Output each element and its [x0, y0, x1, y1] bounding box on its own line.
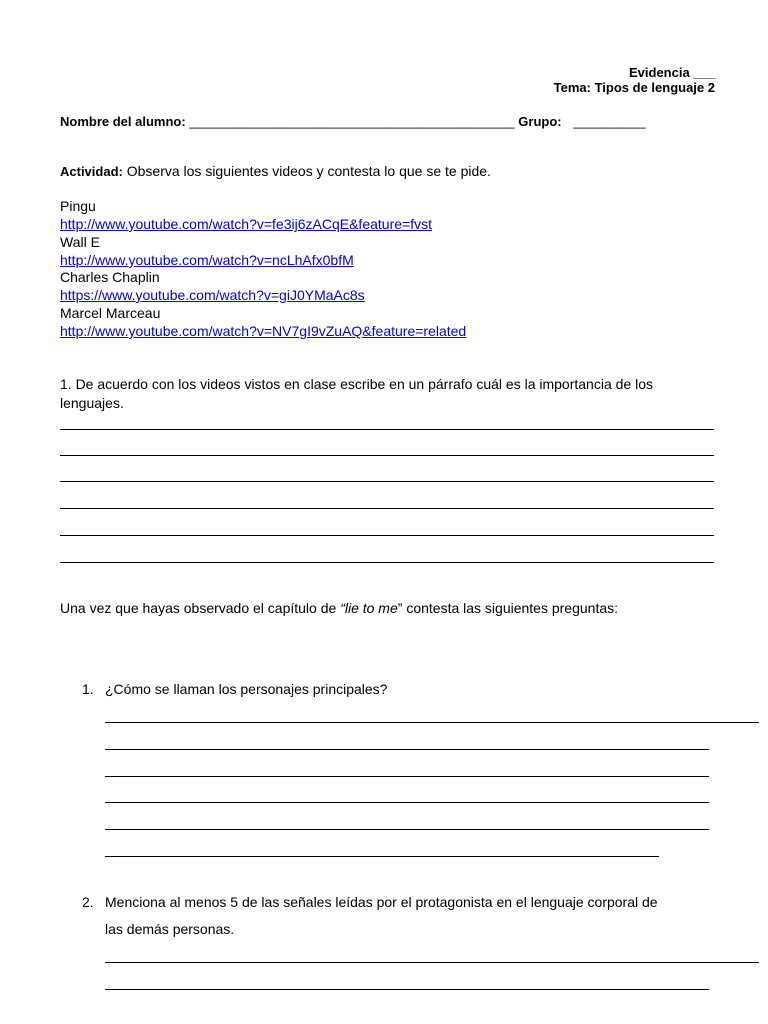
- video-link-chaplin[interactable]: https://www.youtube.com/watch?v=giJ0YMaAc8s: [60, 287, 365, 303]
- answer-line[interactable]: [60, 429, 714, 430]
- answer-line[interactable]: [105, 829, 709, 830]
- intro-before: Una vez que hayas observado el capítulo de: [60, 600, 341, 616]
- answer-line[interactable]: [105, 856, 659, 857]
- answer-line[interactable]: [60, 535, 714, 536]
- answer-line[interactable]: [105, 989, 709, 990]
- lie-to-me-intro: [60, 600, 618, 616]
- video-link-marceau[interactable]: http://www.youtube.com/watch?v=NV7gI9vZuAQ&feature=related: [60, 323, 467, 339]
- video-title-chaplin: Charles Chaplin: [60, 269, 160, 285]
- answer-line[interactable]: [60, 562, 714, 563]
- answer-line[interactable]: [60, 455, 714, 456]
- question-1-line-1: 1. De acuerdo con los videos vistos en clase escribe en un párrafo cuál es la importancia de los: [60, 376, 653, 392]
- activity-text: Observa los siguientes videos y contesta lo que se te pide.: [122, 163, 491, 179]
- video-title-marceau: Marcel Marceau: [60, 305, 161, 321]
- student-name-blank[interactable]: _____________________________________________: [189, 114, 515, 129]
- evidence-label: Evidencia ___: [629, 65, 715, 80]
- student-name-label: Nombre del alumno:: [60, 114, 186, 129]
- group-blank[interactable]: __________: [573, 114, 646, 129]
- student-name-row: [60, 114, 646, 129]
- answer-line[interactable]: [105, 802, 709, 803]
- show-title: “lie to me: [340, 600, 398, 616]
- video-title-pingu: Pingu: [60, 198, 96, 214]
- activity-instructions: [60, 163, 491, 179]
- list-number-1: 1.: [82, 681, 94, 697]
- list-question-2-line-2: las demás personas.: [105, 921, 235, 937]
- answer-line[interactable]: [105, 962, 759, 963]
- intro-after: ” contesta las siguientes preguntas:: [397, 600, 619, 616]
- list-question-2-line-1: Menciona al menos 5 de las señales leídas por el protagonista en el lenguaje corporal de: [105, 894, 658, 910]
- list-question-1: ¿Cómo se llaman los personajes principales?: [105, 681, 388, 697]
- answer-line[interactable]: [105, 749, 709, 750]
- list-number-2: 2.: [82, 894, 94, 910]
- topic-label: Tema: Tipos de lenguaje 2: [553, 80, 715, 95]
- video-link-walle[interactable]: http://www.youtube.com/watch?v=ncLhAfx0bfM: [60, 252, 354, 268]
- answer-line[interactable]: [60, 508, 714, 509]
- video-title-walle: Wall E: [60, 234, 100, 250]
- question-1-line-2: lenguajes.: [60, 395, 124, 411]
- answer-line[interactable]: [60, 481, 714, 482]
- video-link-pingu[interactable]: http://www.youtube.com/watch?v=fe3ij6zACqE&feature=fvst: [60, 216, 432, 232]
- activity-label: Actividad:: [60, 164, 123, 179]
- group-label: Grupo:: [518, 114, 562, 129]
- answer-line[interactable]: [105, 776, 709, 777]
- answer-line[interactable]: [105, 722, 759, 723]
